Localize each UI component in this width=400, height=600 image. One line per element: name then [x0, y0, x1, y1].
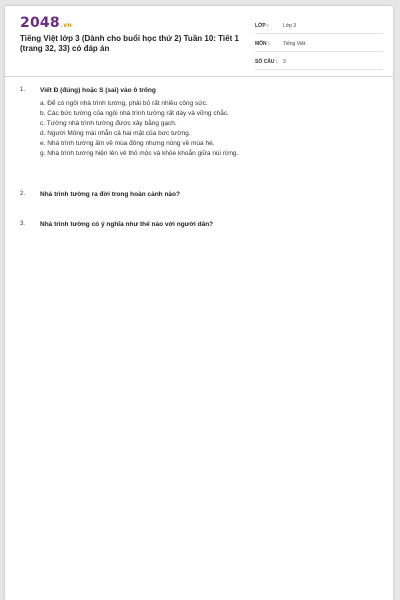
meta-row-count: [255, 52, 383, 70]
logo-suffix: .vn: [60, 22, 72, 29]
question-title: Viết Đ (đúng) hoặc S (sai) vào ô trống: [40, 87, 156, 94]
subject-label: MÔN :: [255, 41, 270, 47]
question-3: [20, 220, 380, 229]
question-number: 2.: [20, 191, 26, 197]
option-e: e. Nhà trình tường ấm về mùa đông nhưng nóng về mùa hè.: [40, 140, 215, 147]
meta-row-subject: [255, 34, 383, 52]
document-meta: [255, 16, 383, 70]
count-value: 3: [283, 59, 286, 65]
question-1: [20, 86, 380, 190]
count-label: SỐ CÂU :: [255, 59, 278, 65]
option-c: c. Tường nhà trình tường được xây bằng gạch.: [40, 120, 177, 127]
question-number: 3.: [20, 221, 26, 227]
class-value: Lớp 3: [283, 23, 297, 29]
question-list: [20, 86, 380, 229]
question-title: Nhà trình tường có ý nghĩa như thế nào với người dân?: [40, 221, 214, 228]
subject-value: Tiếng Việt: [283, 41, 306, 47]
question-title: Nhà trình tường ra đời trong hoàn cảnh nào?: [40, 191, 180, 198]
option-g: g. Nhà trình tường hiện lên vẻ thô mộc và khỏe khoắn giữa núi rừng.: [40, 150, 239, 157]
option-d: d. Người Mông mài nhẵn cả hai mặt của bức tường.: [40, 130, 191, 137]
option-a: a. Để có ngôi nhà trình tường, phải bỏ rất nhiều công sức.: [40, 100, 208, 107]
meta-row-class: [255, 16, 383, 34]
document-header: [5, 6, 393, 77]
document-title: Tiếng Việt lớp 3 (Dành cho buổi học thứ 2) Tuần 10: Tiết 1 (trang 32, 33) có đáp án: [20, 34, 239, 53]
class-label: LỚP :: [255, 23, 269, 29]
site-logo[interactable]: [20, 15, 72, 31]
option-b: b. Các bức tường của ngôi nhà trình tường rất dày và vững chắc.: [40, 110, 229, 117]
logo-text: 2048: [20, 15, 60, 31]
answer-options: [40, 99, 380, 159]
question-2: [20, 190, 380, 220]
question-number: 1.: [20, 87, 26, 93]
document-page: [5, 6, 393, 600]
